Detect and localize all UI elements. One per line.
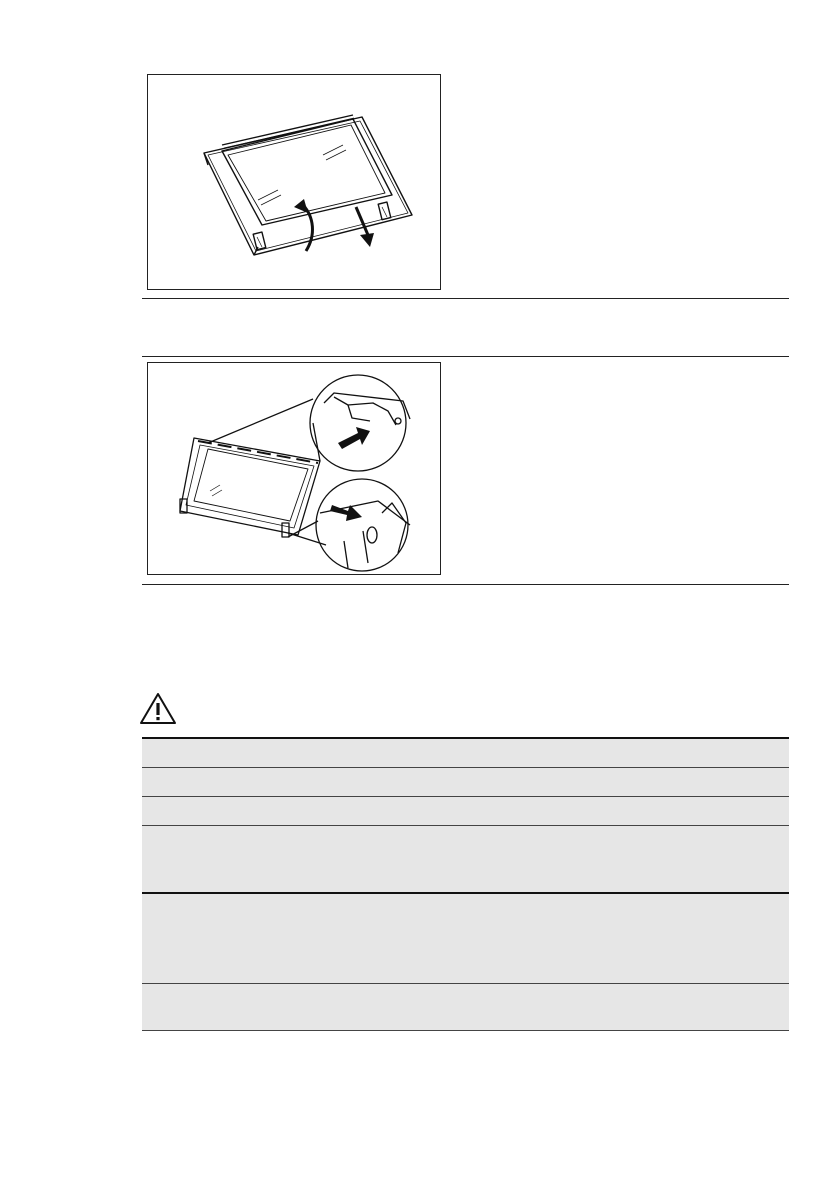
table-row bbox=[142, 767, 789, 796]
figure-glass-release bbox=[147, 362, 441, 575]
table-cell bbox=[142, 894, 789, 906]
table-cell bbox=[142, 826, 789, 838]
table-row bbox=[142, 737, 789, 767]
table-cell bbox=[142, 984, 789, 996]
table-cell bbox=[142, 739, 789, 751]
troubleshooting-table bbox=[142, 737, 789, 1033]
section-divider bbox=[142, 298, 789, 299]
warning-triangle-icon bbox=[139, 692, 177, 726]
figure-door-lift bbox=[147, 74, 441, 290]
table-cell bbox=[142, 797, 789, 809]
section-divider bbox=[142, 584, 789, 585]
table-row bbox=[142, 892, 789, 983]
table-row bbox=[142, 796, 789, 825]
glass-panel-release-illustration bbox=[148, 363, 440, 574]
table-cell bbox=[142, 768, 789, 780]
table-row bbox=[142, 983, 789, 1031]
section-divider bbox=[142, 356, 789, 357]
table-row bbox=[142, 825, 789, 892]
oven-door-lift-illustration bbox=[148, 75, 440, 289]
